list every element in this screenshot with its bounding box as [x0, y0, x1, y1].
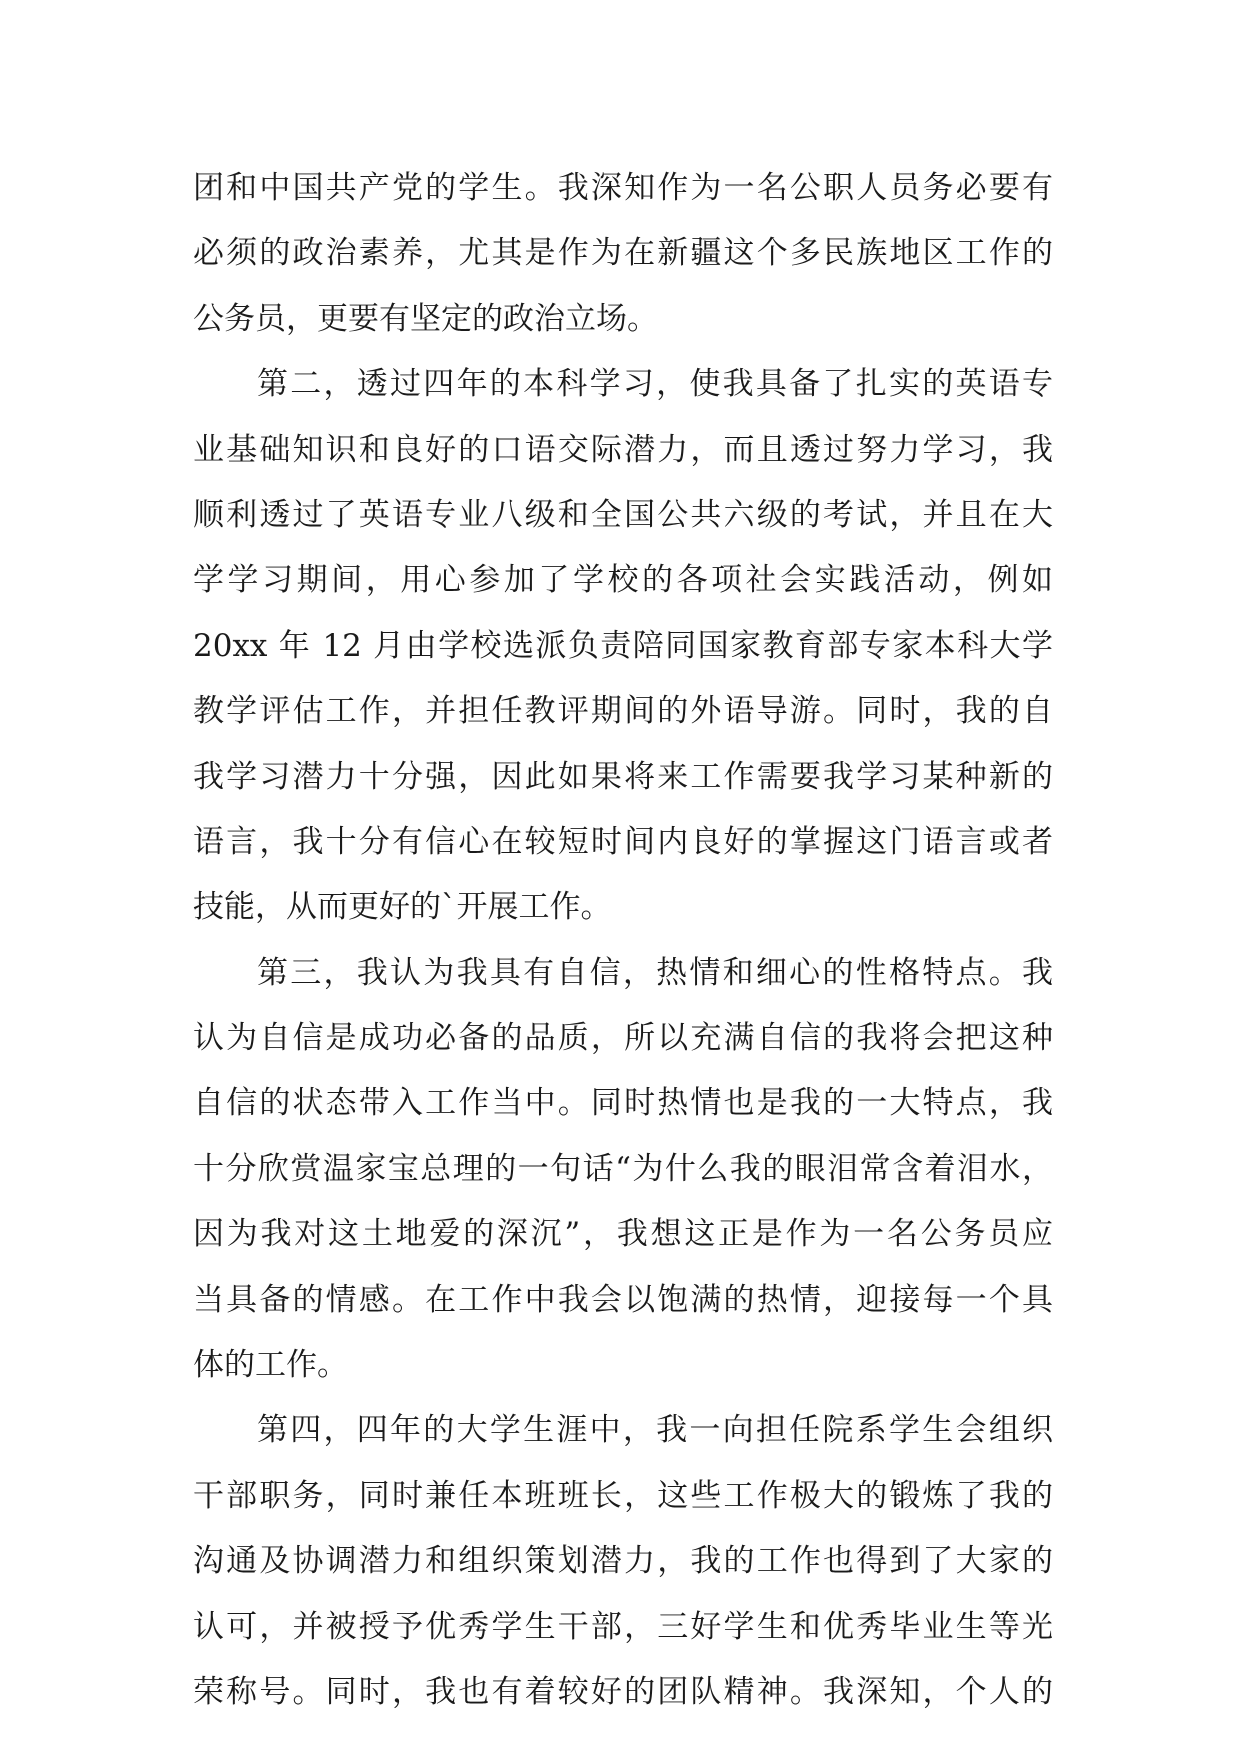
- text-line: 团和中国共产党的学生。我深知作为一名公职人员务必要有: [193, 170, 1053, 206]
- text-line: 必须的政治素养，尤其是作为在新疆这个多民族地区工作的: [193, 235, 1053, 272]
- text-line: 当具备的情感。在工作中我会以饱满的热情，迎接每一个具: [193, 1281, 1053, 1318]
- text-line: 我学习潜力十分强，因此如果将来工作需要我学习某种新的: [193, 758, 1053, 795]
- body-text: [193, 156, 1053, 1725]
- text-line: 业基础知识和良好的口语交际潜力，而且透过努力学习，我: [193, 431, 1053, 468]
- text-line: 干部职务，同时兼任本班班长，这些工作极大的锻炼了我的: [193, 1477, 1053, 1514]
- text-line: 20xx 年 12 月由学校选派负责陪同国家教育部专家本科大学: [193, 627, 1053, 664]
- text-line: 认可，并被授予优秀学生干部，三好学生和优秀毕业生等光: [193, 1608, 1053, 1645]
- text-line: 学学习期间，用心参加了学校的各项社会实践活动，例如: [193, 562, 1053, 599]
- text-line: 公务员，更要有坚定的政治立场。: [193, 300, 658, 337]
- text-line: 认为自信是成功必备的品质，所以充满自信的我将会把这种: [193, 1020, 1053, 1057]
- text-line: 技能，从而更好的`开展工作。: [193, 889, 612, 926]
- paragraph-first-line: 第四，四年的大学生涯中，我一向担任院系学生会组织: [257, 1412, 1053, 1449]
- paragraph-first-line: 第三，我认为我具有自信，热情和细心的性格特点。我: [257, 954, 1053, 991]
- text-line: 因为我对这土地爱的深沉”，我想这正是作为一名公务员应: [193, 1216, 1053, 1253]
- text-line: 十分欣赏温家宝总理的一句话“为什么我的眼泪常含着泪水，: [193, 1150, 1053, 1187]
- text-line: 沟通及协调潜力和组织策划潜力，我的工作也得到了大家的: [193, 1543, 1053, 1580]
- text-line: 语言，我十分有信心在较短时间内良好的掌握这门语言或者: [193, 823, 1053, 860]
- text-line: 荣称号。同时，我也有着较好的团队精神。我深知，个人的: [193, 1673, 1053, 1710]
- text-line: 体的工作。: [193, 1347, 348, 1384]
- text-line: 教学评估工作，并担任教评期间的外语导游。同时，我的自: [193, 693, 1053, 730]
- text-line: 自信的状态带入工作当中。同时热情也是我的一大特点，我: [193, 1085, 1053, 1122]
- paragraph-first-line: 第二，透过四年的本科学习，使我具备了扎实的英语专: [257, 366, 1053, 403]
- text-line: 顺利透过了英语专业八级和全国公共六级的考试，并且在大: [193, 496, 1053, 533]
